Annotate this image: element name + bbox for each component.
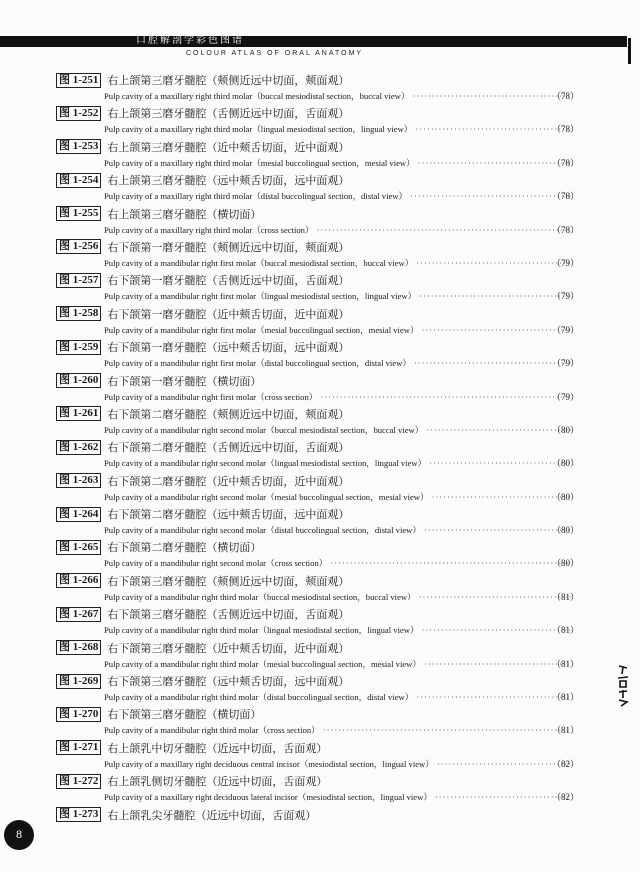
figure-title-line <box>56 239 349 255</box>
dot-leader <box>317 225 571 235</box>
figure-number: 图 1-251 <box>56 73 101 88</box>
figure-number: 图 1-256 <box>56 239 101 254</box>
figure-number: 图 1-265 <box>56 540 101 555</box>
dot-leader <box>410 191 571 201</box>
figure-number: 图 1-271 <box>56 740 101 755</box>
figure-title-zh: 右上颌第三磨牙髓腔（远中颊舌切面，远中面观） <box>107 174 350 188</box>
dot-leader <box>419 592 571 602</box>
figure-caption-line <box>104 390 574 404</box>
dot-leader <box>422 325 571 335</box>
figure-caption-line <box>104 523 574 537</box>
figure-entry <box>0 373 640 406</box>
figure-title-en: Pulp cavity of a mandibular right third molar（cross section） <box>104 725 320 736</box>
figure-title-zh: 右上颌乳中切牙髓腔（近远中切面，舌面观） <box>107 741 328 755</box>
figure-title-line <box>56 406 349 422</box>
figure-number: 图 1-267 <box>56 607 101 622</box>
figure-caption-line <box>104 289 574 303</box>
figure-title-en: Pulp cavity of a mandibular right third molar（distal buccolingual section，distal view） <box>104 692 414 703</box>
figure-title-line <box>56 506 349 522</box>
figure-title-zh: 右上颌第三磨牙髓腔（横切面） <box>107 207 262 221</box>
page-reference: （79） <box>552 391 580 402</box>
figure-title-line <box>56 673 349 689</box>
figure-title-zh: 右上颌乳尖牙髓腔（近远中切面，舌面观） <box>107 808 317 822</box>
figure-entry <box>0 139 640 172</box>
figure-title-zh: 右下颌第二磨牙髓腔（舌侧近远中切面，舌面观） <box>107 441 350 455</box>
figure-list <box>0 72 640 840</box>
figure-entry <box>0 573 640 606</box>
page-reference: （82） <box>552 758 580 769</box>
page-reference: （80） <box>552 424 580 435</box>
figure-number: 图 1-252 <box>56 106 101 121</box>
figure-caption-line <box>104 490 574 504</box>
figure-title-en: Pulp cavity of a maxillary right third molar（mesial buccolingual section，mesial view） <box>104 157 415 168</box>
figure-number: 图 1-268 <box>56 640 101 655</box>
figure-number: 图 1-254 <box>56 173 101 188</box>
figure-number: 图 1-259 <box>56 340 101 355</box>
dot-leader <box>419 291 571 301</box>
figure-caption-line <box>104 757 574 771</box>
figure-title-line <box>56 773 327 789</box>
figure-title-line <box>56 139 349 155</box>
figure-number: 图 1-260 <box>56 373 101 388</box>
figure-number: 图 1-253 <box>56 139 101 154</box>
figure-title-zh: 右下颌第一磨牙髓腔（颊侧近远中切面，颊面观） <box>107 240 350 254</box>
figure-title-en: Pulp cavity of a maxillary right third molar（buccal mesiodistal section，buccal view） <box>104 91 410 101</box>
edge-tab-mark <box>628 38 631 64</box>
figure-caption-line <box>104 356 574 370</box>
figure-title-zh: 右下颌第二磨牙髓腔（颊侧近远中切面，颊面观） <box>107 407 350 421</box>
figure-number: 图 1-257 <box>56 273 101 288</box>
dot-leader <box>422 625 571 635</box>
page-reference: （82） <box>552 792 580 803</box>
figure-title-zh: 右上颌第三磨牙髓腔（近中颊舌切面，近中面观） <box>107 140 350 154</box>
figure-title-en: Pulp cavity of a mandibular right second molar（mesial buccolingual section，mesial view） <box>104 491 429 502</box>
figure-caption-line <box>104 122 574 136</box>
figure-caption-line <box>104 256 574 270</box>
figure-title-line <box>56 573 349 589</box>
handwritten-margin-note <box>616 664 630 711</box>
figure-entry <box>0 406 640 439</box>
figure-title-line <box>56 105 349 121</box>
figure-title-line <box>56 740 327 756</box>
figure-entry <box>0 506 640 539</box>
figure-title-zh: 右下颌第二磨牙髓腔（远中颊舌切面，远中面观） <box>107 508 350 522</box>
figure-title-zh: 右下颌第二磨牙髓腔（近中颊舌切面，近中面观） <box>107 474 350 488</box>
page-reference: （78） <box>552 157 580 168</box>
figure-title-en: Pulp cavity of a maxillary right third molar（lingual mesiodistal section，lingual view） <box>104 124 413 135</box>
figure-title-zh: 右下颌第三磨牙髓腔（近中颊舌切面，近中面观） <box>107 641 350 655</box>
figure-number: 图 1-261 <box>56 406 101 421</box>
dot-leader <box>414 358 571 368</box>
page-reference: （78） <box>552 124 580 135</box>
figure-title-line <box>56 473 349 489</box>
dot-leader <box>412 91 571 101</box>
dot-leader <box>330 558 571 568</box>
figure-title-en: Pulp cavity of a mandibular right third molar（lingual mesiodistal section，lingual view） <box>104 625 419 636</box>
page-number: 8 <box>4 820 34 850</box>
figure-entry <box>0 72 640 105</box>
figure-entry <box>0 306 640 339</box>
figure-caption-line <box>104 156 574 170</box>
figure-title-line <box>56 706 261 722</box>
figure-entry <box>0 640 640 673</box>
page-reference: （78） <box>552 191 580 202</box>
figure-title-zh: 右下颌第一磨牙髓腔（横切面） <box>107 374 262 388</box>
figure-title-zh: 右上颌第三磨牙髓腔（舌侧近远中切面，舌面观） <box>107 107 350 121</box>
figure-title-line <box>56 339 349 355</box>
figure-caption-line <box>104 623 574 637</box>
figure-title-en: Pulp cavity of a maxillary right third molar（distal buccolingual section，distal view） <box>104 191 408 202</box>
dot-leader <box>418 158 571 168</box>
header-bar <box>0 36 627 47</box>
figure-caption-line <box>104 323 574 337</box>
dot-leader <box>429 458 571 468</box>
figure-entry <box>0 105 640 138</box>
figure-title-en: Pulp cavity of a mandibular right second molar（distal buccolingual section，distal view） <box>104 525 421 536</box>
figure-number: 图 1-273 <box>56 807 101 822</box>
figure-title-zh: 右下颌第一磨牙髓腔（舌侧近远中切面，舌面观） <box>107 274 350 288</box>
figure-number: 图 1-269 <box>56 674 101 689</box>
page-reference: （80） <box>552 491 580 502</box>
page-reference: （81） <box>552 591 580 602</box>
figure-title-line <box>56 206 261 222</box>
figure-title-line <box>56 640 349 656</box>
figure-title-en: Pulp cavity of a maxillary right third molar（cross section） <box>104 224 314 235</box>
dot-leader <box>424 525 571 535</box>
dot-leader <box>426 425 571 435</box>
figure-title-line <box>56 539 261 555</box>
figure-entry <box>0 339 640 372</box>
page-reference: （81） <box>552 725 580 736</box>
figure-title-line <box>56 606 349 622</box>
figure-number: 图 1-255 <box>56 206 101 221</box>
figure-entry <box>0 539 640 572</box>
figure-title-en: Pulp cavity of a mandibular right first molar（lingual mesiodistal section，lingual view） <box>104 291 417 302</box>
figure-caption-line <box>104 556 574 570</box>
figure-title-zh: 右上颌第三磨牙髓腔（颊侧近远中切面，颊面观） <box>107 74 350 87</box>
figure-caption-line <box>104 657 574 671</box>
figure-entry <box>0 673 640 706</box>
page-reference: （78） <box>552 91 580 101</box>
figure-entry <box>0 740 640 773</box>
figure-title-en: Pulp cavity of a mandibular right first molar（buccal mesiodistal section，buccal view） <box>104 257 414 268</box>
dot-leader <box>424 659 571 669</box>
page-reference: （79） <box>552 324 580 335</box>
figure-caption-line <box>104 723 574 737</box>
figure-caption-line <box>104 590 574 604</box>
figure-title-en: Pulp cavity of a mandibular right second molar（lingual mesiodistal section，lingual view） <box>104 458 427 469</box>
figure-title-line <box>56 306 349 322</box>
figure-title-en: Pulp cavity of a maxillary right deciduous central incisor（mesiodistal section，lingual view） <box>104 758 434 769</box>
header-title: 口腔解剖学彩色图谱 <box>136 35 244 46</box>
figure-title-line <box>56 72 349 88</box>
figure-number: 图 1-264 <box>56 507 101 522</box>
dot-leader <box>416 258 571 268</box>
figure-entry <box>0 439 640 472</box>
figure-entry <box>0 606 640 639</box>
figure-entry <box>0 807 640 840</box>
dot-leader <box>415 124 571 134</box>
figure-entry <box>0 272 640 305</box>
dot-leader <box>323 725 571 735</box>
figure-title-line <box>56 439 349 455</box>
figure-number: 图 1-272 <box>56 774 101 789</box>
dot-leader <box>437 759 571 769</box>
page-reference: （79） <box>552 291 580 302</box>
page-reference: （81） <box>552 692 580 703</box>
handwriting-mark-icon <box>616 664 630 708</box>
figure-entry <box>0 773 640 806</box>
figure-title-zh: 右下颌第二磨牙髓腔（横切面） <box>107 541 262 555</box>
figure-caption-line <box>104 423 574 437</box>
figure-caption-line <box>104 790 574 804</box>
figure-title-line <box>56 272 349 288</box>
figure-title-zh: 右下颌第一磨牙髓腔（近中颊舌切面，近中面观） <box>107 307 350 321</box>
figure-title-zh: 右下颌第三磨牙髓腔（颊侧近远中切面，颊面观） <box>107 574 350 588</box>
figure-number: 图 1-258 <box>56 306 101 321</box>
figure-caption-line <box>104 189 574 203</box>
dot-leader <box>435 792 571 802</box>
figure-entry <box>0 239 640 272</box>
figure-number: 图 1-263 <box>56 473 101 488</box>
figure-title-zh: 右下颌第三磨牙髓腔（远中颊舌切面，远中面观） <box>107 675 350 689</box>
page-reference: （78） <box>552 224 580 235</box>
figure-title-line <box>56 373 261 389</box>
figure-title-en: Pulp cavity of a mandibular right third molar（buccal mesiodistal section，buccal view） <box>104 591 416 602</box>
figure-caption-line <box>104 223 574 237</box>
figure-title-line <box>56 807 316 823</box>
header-subtitle: COLOUR ATLAS OF ORAL ANATOMY <box>186 50 364 57</box>
figure-entry <box>0 706 640 739</box>
dot-leader <box>320 392 571 402</box>
figure-title-en: Pulp cavity of a mandibular right first molar（cross section） <box>104 391 318 402</box>
page-reference: （79） <box>552 358 580 369</box>
page-reference: （79） <box>552 257 580 268</box>
page-reference: （80） <box>552 458 580 469</box>
figure-number: 图 1-270 <box>56 707 101 722</box>
figure-title-en: Pulp cavity of a mandibular right first molar（mesial buccolingual section，mesial view） <box>104 324 419 335</box>
page-reference: （80） <box>552 558 580 569</box>
figure-number: 图 1-266 <box>56 573 101 588</box>
figure-caption-line <box>104 89 574 103</box>
page-reference: （81） <box>552 658 580 669</box>
figure-title-line <box>56 172 349 188</box>
figure-entry <box>0 172 640 205</box>
page-reference: （81） <box>552 625 580 636</box>
dot-leader <box>432 492 571 502</box>
dot-leader <box>416 692 571 702</box>
figure-caption-line <box>104 456 574 470</box>
figure-title-en: Pulp cavity of a mandibular right second molar（buccal mesiodistal section，buccal view） <box>104 424 424 435</box>
figure-title-en: Pulp cavity of a mandibular right third molar（mesial buccolingual section，mesial view） <box>104 658 421 669</box>
figure-title-zh: 右下颌第一磨牙髓腔（远中颊舌切面，远中面观） <box>107 341 350 355</box>
figure-title-zh: 右下颌第三磨牙髓腔（横切面） <box>107 708 262 722</box>
figure-title-zh: 右下颌第三磨牙髓腔（舌侧近远中切面，舌面观） <box>107 608 350 622</box>
figure-number: 图 1-262 <box>56 440 101 455</box>
figure-title-en: Pulp cavity of a mandibular right second molar（cross section） <box>104 558 328 569</box>
figure-title-zh: 右上颌乳侧切牙髓腔（近远中切面，舌面观） <box>107 775 328 789</box>
figure-title-en: Pulp cavity of a mandibular right first molar（distal buccolingual section，distal view） <box>104 358 411 369</box>
figure-title-en: Pulp cavity of a maxillary right deciduous lateral incisor（mesiodistal section，lingual view） <box>104 792 432 803</box>
figure-caption-line <box>104 690 574 704</box>
figure-entry <box>0 473 640 506</box>
figure-entry <box>0 206 640 239</box>
page-reference: （80） <box>552 525 580 536</box>
